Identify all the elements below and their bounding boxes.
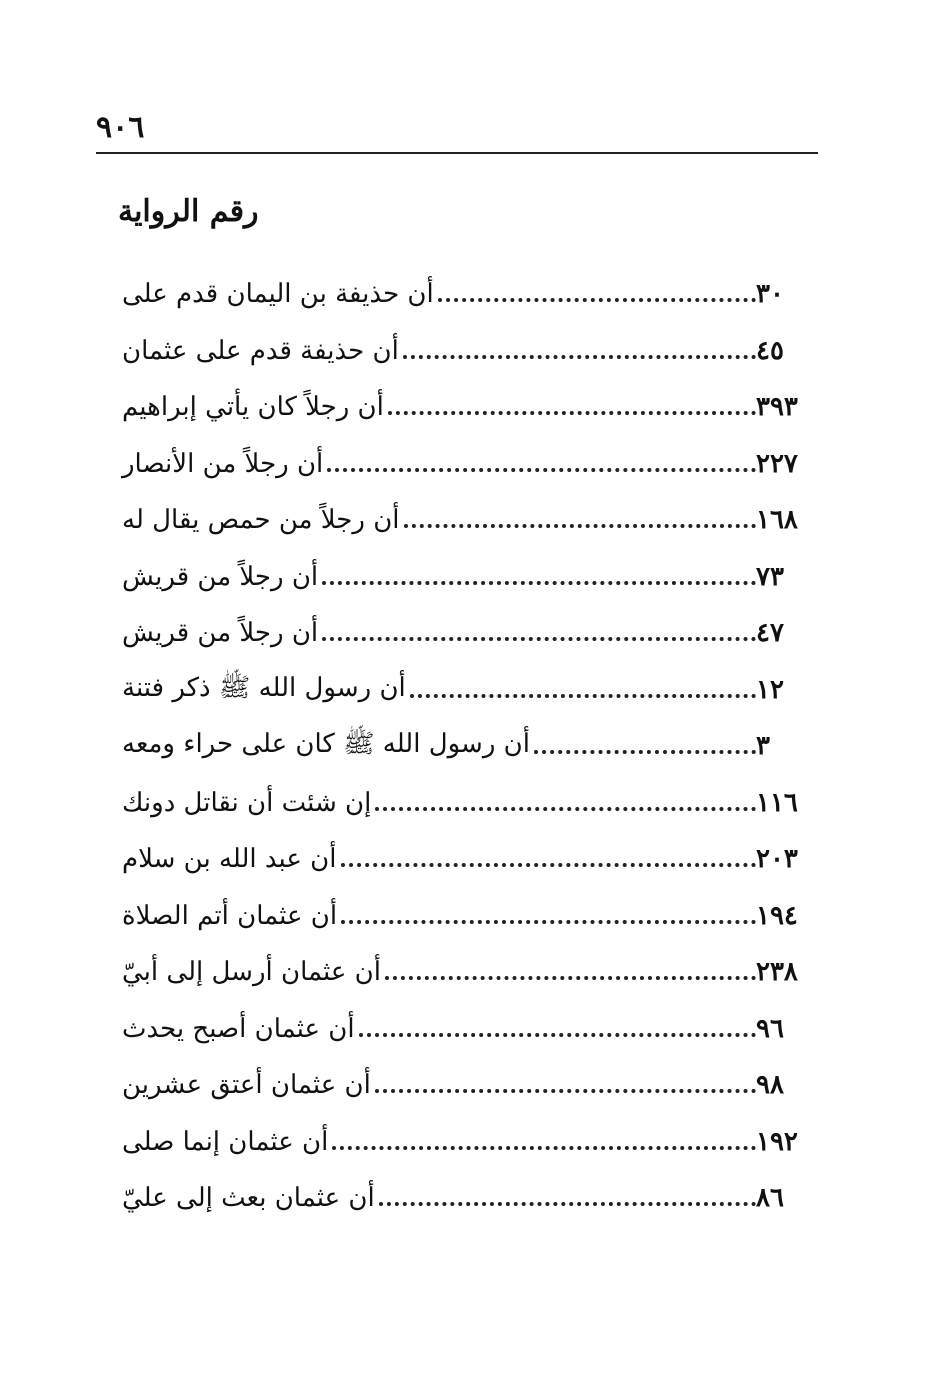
entry-number: ٧٣	[756, 561, 784, 592]
entry-number: ٢٠٣	[756, 844, 798, 875]
entry-title: أن حذيفة قدم على عثمان	[122, 335, 399, 366]
dot-leader	[438, 298, 756, 302]
entry-title: أن رسول الله ﷺ ذكر فتنة	[122, 672, 406, 703]
entry-title: أن رجلاً من قريش	[122, 618, 319, 649]
column-heading: رقم الرواية	[118, 194, 259, 229]
dot-leader	[341, 920, 756, 924]
entry-title: أن عثمان أعتق عشرين	[122, 1070, 371, 1101]
entry-number: ٣٩٣	[756, 392, 798, 423]
entry-title: أن عثمان أتم الصلاة	[122, 900, 338, 931]
entry-title: أن رجلاً من حمص يقال له	[122, 505, 400, 536]
dot-leader	[410, 694, 756, 698]
entry-number: ٤٥	[756, 335, 784, 366]
dot-leader	[327, 468, 756, 472]
index-entry	[110, 549, 822, 606]
dot-leader	[404, 524, 756, 528]
entry-title: أن عثمان أصبح يحدث	[122, 1013, 355, 1044]
entry-title: أن رجلاً من الأنصار	[122, 448, 324, 479]
index-entry	[110, 888, 822, 945]
index-entry	[110, 323, 822, 380]
index-entry	[110, 379, 822, 436]
index-entry	[110, 662, 822, 719]
index-entry	[110, 492, 822, 549]
entry-number: ٣٠	[756, 279, 784, 310]
dot-leader	[375, 1089, 756, 1093]
index-entry	[110, 1114, 822, 1171]
index-entry	[110, 436, 822, 493]
index-entry	[110, 718, 822, 775]
entry-number: ١٢	[756, 674, 784, 705]
entry-number: ٩٦	[756, 1013, 784, 1044]
dot-leader	[359, 1033, 756, 1037]
index-entry	[110, 266, 822, 323]
dot-leader	[332, 1146, 756, 1150]
entry-title: أن عثمان إنما صلى	[122, 1126, 329, 1157]
index-entry	[110, 1057, 822, 1114]
entry-title: أن حذيفة بن اليمان قدم على	[122, 279, 434, 310]
entry-number: ١٩٢	[756, 1126, 798, 1157]
entry-title: أن عثمان أرسل إلى أبيّ	[122, 957, 381, 988]
entry-number: ١٩٤	[756, 900, 798, 931]
dot-leader	[322, 637, 756, 641]
dot-leader	[322, 581, 756, 585]
entry-number: ٤٧	[756, 618, 784, 649]
dot-leader	[403, 355, 756, 359]
dot-leader	[385, 976, 756, 980]
entry-title: أن رجلاً من قريش	[122, 561, 319, 592]
entry-number: ٩٨	[756, 1070, 784, 1101]
entry-number: ٨٦	[756, 1183, 784, 1214]
entry-title: أن رجلاً كان يأتي إبراهيم	[122, 392, 384, 423]
dot-leader	[375, 807, 756, 811]
index-entry	[110, 944, 822, 1001]
dot-leader	[379, 1202, 756, 1206]
dot-leader	[341, 863, 757, 867]
entry-title: أن عثمان بعث إلى عليّ	[122, 1183, 375, 1214]
entry-number: ١١٦	[756, 787, 798, 818]
entry-title: أن عبد الله بن سلام	[122, 844, 337, 875]
index-list	[110, 266, 822, 1227]
index-entry	[110, 1001, 822, 1058]
page-number: ٩٠٦	[96, 110, 145, 145]
entry-number: ٢٣٨	[756, 957, 798, 988]
entry-number: ٣	[756, 731, 770, 762]
index-entry	[110, 775, 822, 832]
entry-title: إن شئت أن نقاتل دونك	[122, 787, 372, 818]
entry-title: أن رسول الله ﷺ كان على حراء ومعه	[122, 729, 530, 760]
index-entry	[110, 1170, 822, 1227]
dot-leader	[534, 750, 756, 754]
entry-number: ٢٢٧	[756, 448, 798, 479]
index-entry	[110, 831, 822, 888]
header-rule	[96, 152, 818, 154]
entry-number: ١٦٨	[756, 505, 798, 536]
dot-leader	[388, 411, 756, 415]
index-entry	[110, 605, 822, 662]
